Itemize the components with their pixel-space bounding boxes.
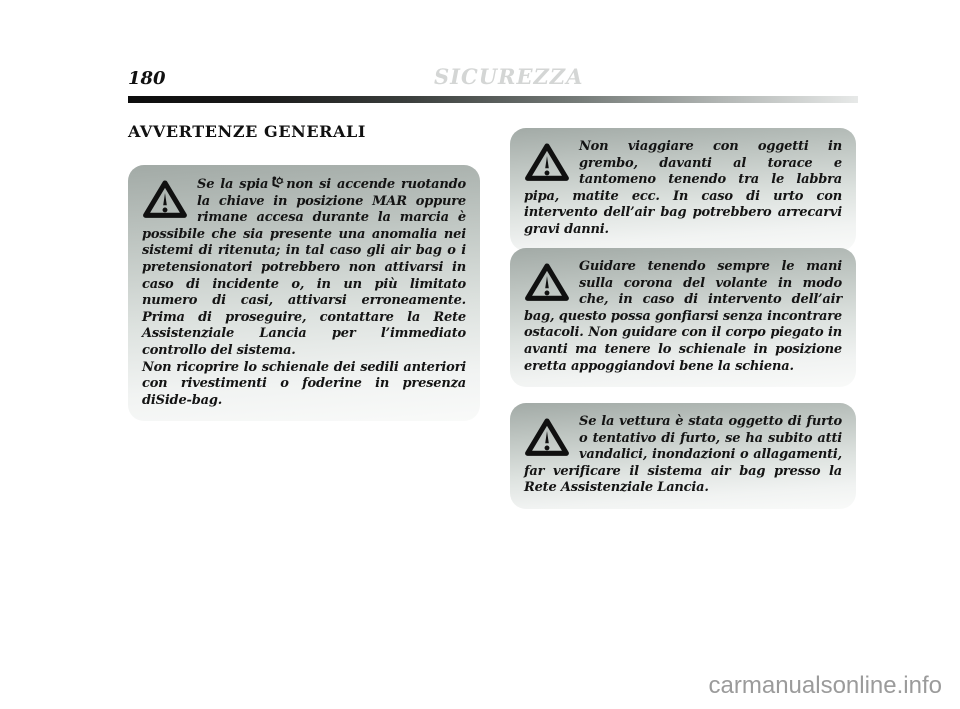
warning-text: Guidare tenendo sempre le mani sulla corona del volante in modo che, in caso di intervento dell’air bag, questo possa gonfiarsi senza incontrare ostacoli. Non guidare con il corpo piegato in avanti ma tenere lo schienale in posizione eretta appoggiandovi bene la schiena. (524, 259, 842, 374)
warning-triangle-icon (142, 179, 188, 220)
warning-box-objects (510, 128, 856, 251)
page-title: AVVERTENZE GENERALI (128, 122, 366, 141)
page-number: 180 (128, 68, 166, 89)
warning-text (142, 176, 466, 409)
section-title: SICUREZZA (434, 64, 584, 89)
warning-box-steering (510, 248, 856, 387)
warning-triangle-icon (524, 142, 570, 183)
warning-text-after-lamp: non si accende ruotando la chiave in posizione MAR oppure rimane accesa durante la marcia è possibile che sia presente una anomalia nei sistemi di ritenuta; in tal caso gli air bag o i pretensionatori potrebbero non attivarsi in caso di incidente o, in un più limitato numero di casi, attivarsi erroneamente. Prima di proseguire, contattare la Rete Assistenziale Lancia per l’immediato controllo del sistema. (142, 177, 466, 358)
section-rule (128, 96, 858, 103)
watermark: carmanualsonline.info (708, 672, 942, 699)
airbag-warning-lamp-icon (270, 176, 284, 190)
warning-text: Se la vettura è stata oggetto di furto o tentativo di furto, se ha subito atti vandalici, inondazioni o allagamenti, far verificare il sistema air bag presso la Rete Assistenziale Lancia. (524, 414, 842, 496)
warning-text: Non viaggiare con oggetti in grembo, davanti al torace e tantomeno tenendo tra le labbra pipa, matite ecc. In caso di urto con intervento dell’air bag potrebbero arrecarvi gravi danni. (524, 139, 842, 237)
warning-box-general (128, 165, 480, 421)
warning-text-paragraph-2: Non ricoprire lo schienale dei sedili anteriori con rivestimenti o foderine in presenza diSide-bag. (142, 359, 466, 408)
warning-text-before-lamp: Se la spia (197, 177, 269, 192)
warning-box-theft (510, 403, 856, 509)
warning-triangle-icon (524, 262, 570, 303)
warning-triangle-icon (524, 417, 570, 458)
